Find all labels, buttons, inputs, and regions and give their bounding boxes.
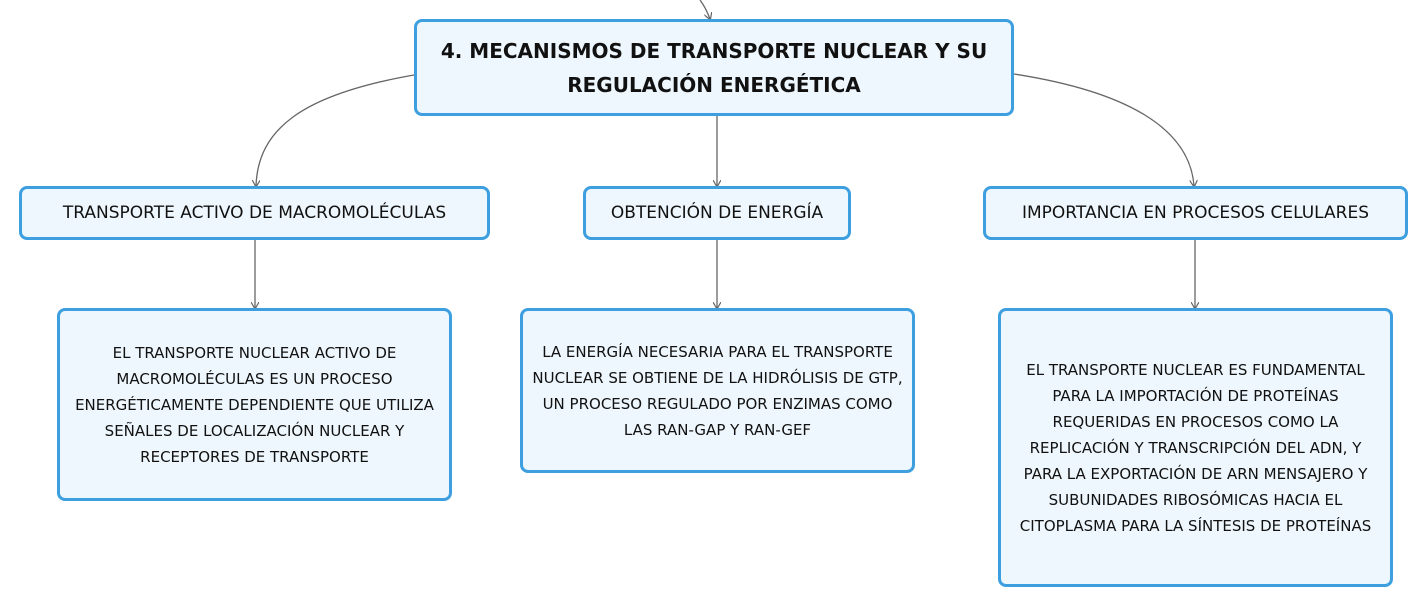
detail-topic-text: EL TRANSPORTE NUCLEAR ES FUNDAMENTAL PARA LA IMPORTACIÓN DE PROTEÍNAS REQUERIDAS EN PROCESOS COMO LA REPLICACIÓN Y TRANSCRIPCIÓN DEL ADN, Y PARA LA EXPORTACIÓN DE ARN MENSAJERO Y SUBUNIDADES RIBOSÓMICAS HACIA EL CITOPLASMA PARA LA SÍNTESIS DE PROTEÍNAS [1019, 360, 1372, 535]
connector-root-to-branch-3 [1014, 74, 1194, 186]
branch-topic-title: IMPORTANCIA EN PROCESOS CELULARES [1021, 203, 1369, 223]
branch-topic-obtencion-energia[interactable] [583, 186, 851, 240]
connector-root-to-branch-1 [256, 75, 414, 186]
branch-topic-title: OBTENCIÓN DE ENERGÍA [610, 203, 824, 223]
branch-topic-transporte-activo[interactable] [19, 186, 490, 240]
root-topic[interactable] [414, 19, 1014, 116]
detail-topic-text: LA ENERGÍA NECESARIA PARA EL TRANSPORTE NUCLEAR SE OBTIENE DE LA HIDRÓLISIS DE GTP, UN PROCESO REGULADO POR ENZIMAS COMO LAS RAN-GAP Y RAN-GEF [532, 342, 903, 439]
connector-parent-to-root [700, 0, 710, 19]
detail-topic-importancia-procesos[interactable] [998, 308, 1393, 587]
branch-topic-title: TRANSPORTE ACTIVO DE MACROMOLÉCULAS [62, 203, 447, 223]
root-topic-title: 4. MECANISMOS DE TRANSPORTE NUCLEAR Y SU REGULACIÓN ENERGÉTICA [440, 38, 988, 97]
detail-topic-text: EL TRANSPORTE NUCLEAR ACTIVO DE MACROMOLÉCULAS ES UN PROCESO ENERGÉTICAMENTE DEPENDIENTE QUE UTILIZA SEÑALES DE LOCALIZACIÓN NUCLEAR Y RECEPTORES DE TRANSPORTE [75, 343, 434, 466]
detail-topic-obtencion-energia[interactable] [520, 308, 915, 473]
branch-topic-importancia-procesos[interactable] [983, 186, 1408, 240]
detail-topic-transporte-activo[interactable] [57, 308, 452, 501]
